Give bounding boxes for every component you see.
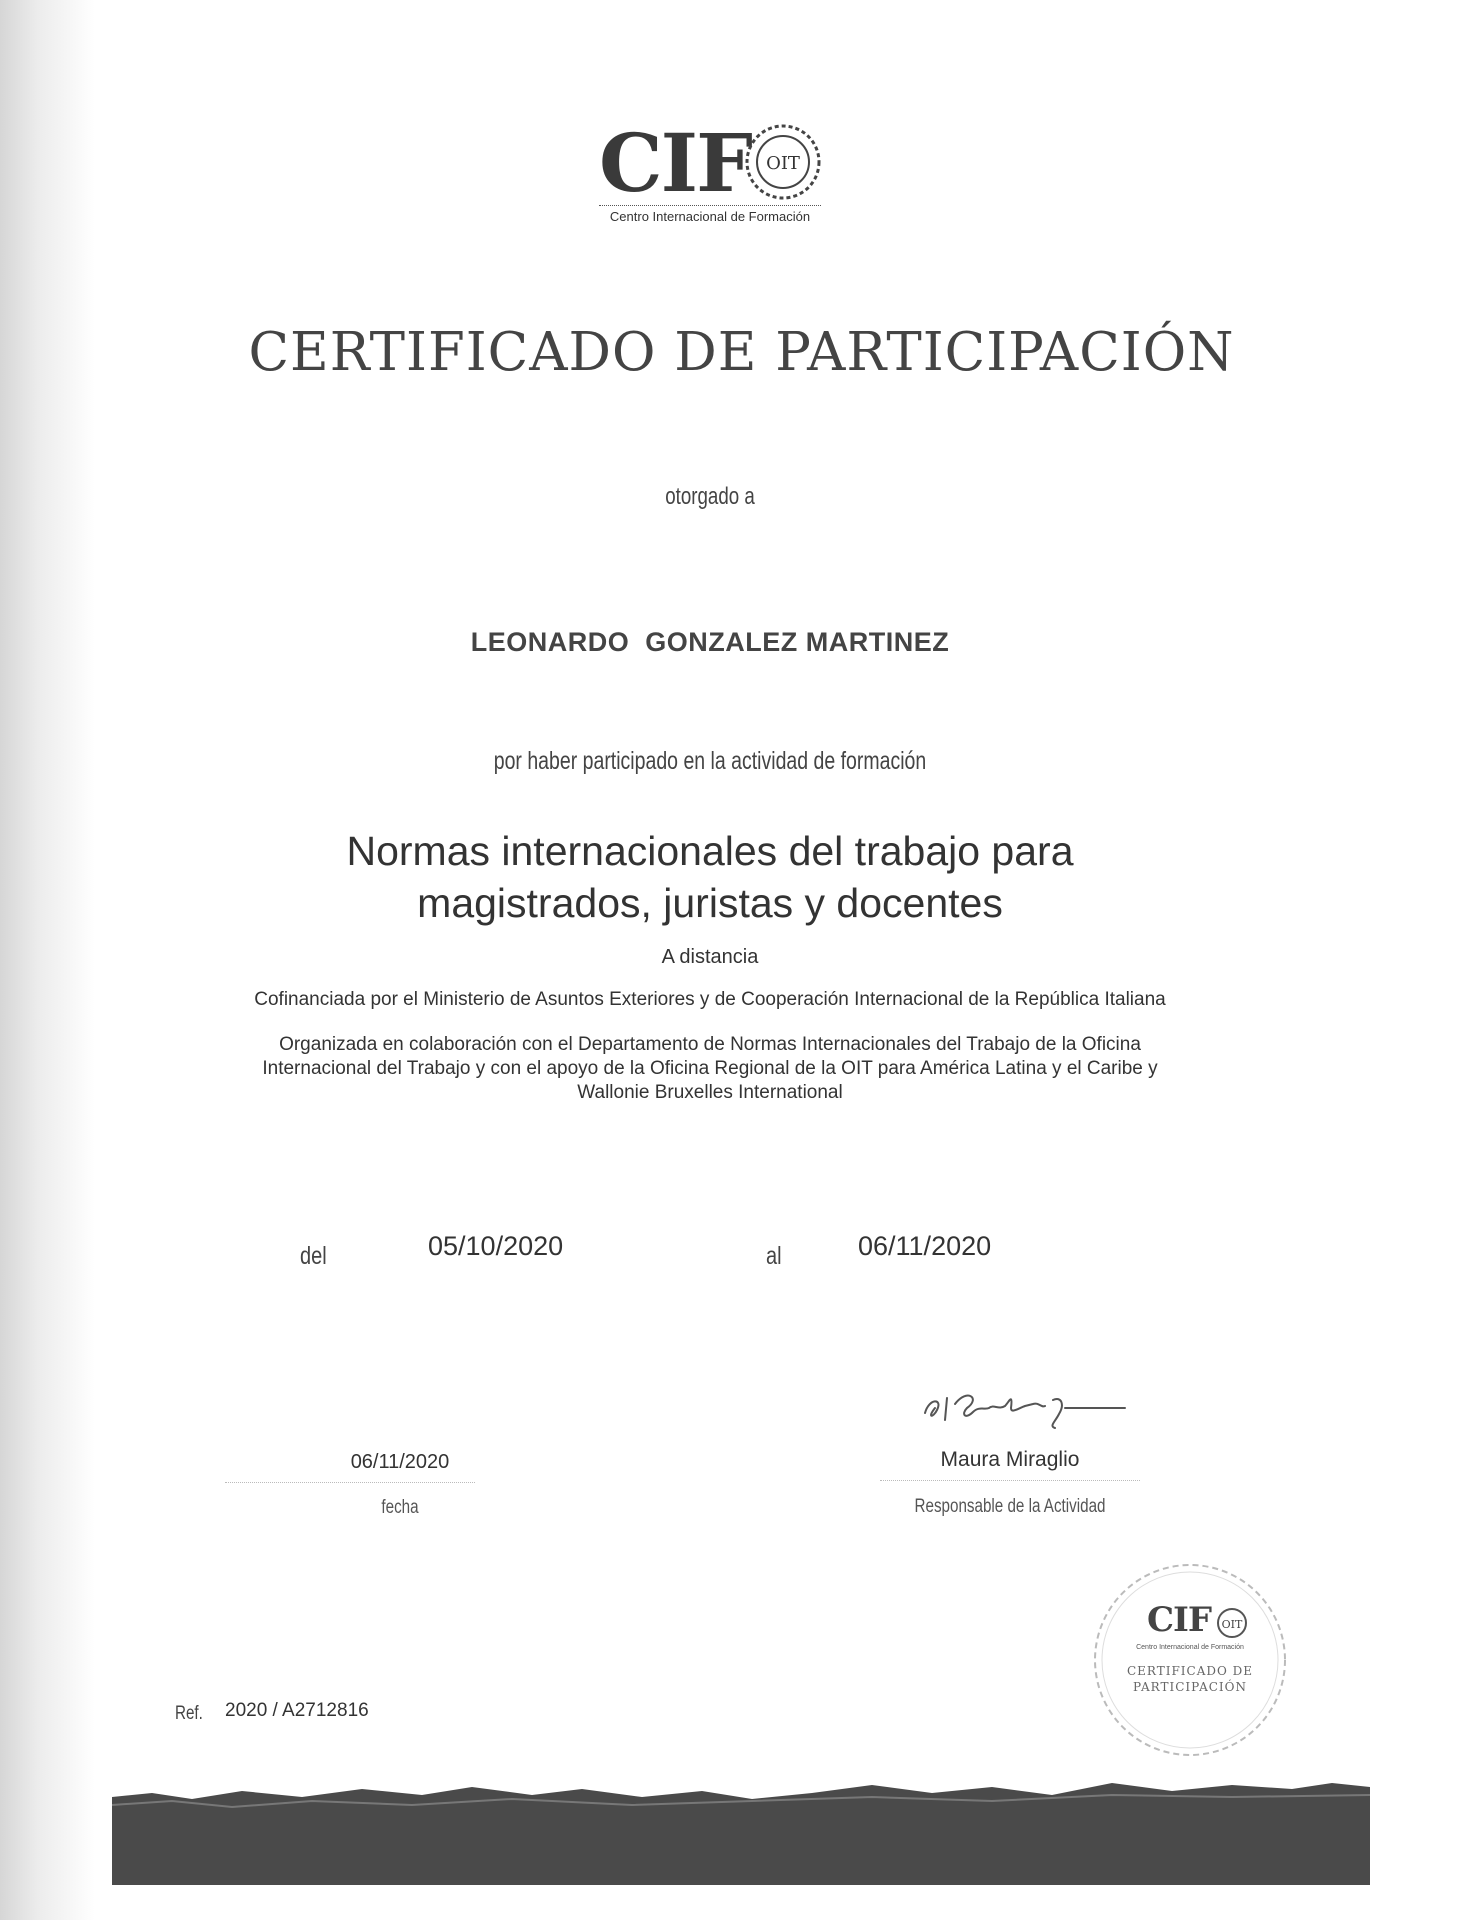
seal-ring-icon bbox=[1090, 1560, 1290, 1760]
course-title bbox=[0, 825, 1420, 929]
organization-line-3: Wallonie Bruxelles International bbox=[577, 1082, 843, 1103]
course-title-line-1: Normas internacionales del trabajo para bbox=[346, 828, 1074, 874]
cofinancing-text: Cofinanciada por el Ministerio de Asuntos Exteriores y de Cooperación Internacional de la República Italiana bbox=[254, 989, 1166, 1010]
certificate-title: CERTIFICADO DE PARTICIPACIÓN bbox=[248, 322, 1235, 383]
organization-line-1: Organizada en colaboración con el Departamento de Normas Internacionales del Trabajo de la Oficina bbox=[279, 1034, 1141, 1055]
reference-number: 2020 / A2712816 bbox=[225, 1700, 369, 1721]
seal-line-2: PARTICIPACIÓN bbox=[1132, 1680, 1248, 1694]
oit-emblem-icon bbox=[743, 122, 823, 202]
recipient-name: LEONARDO GONZALEZ MARTINEZ bbox=[470, 627, 950, 657]
course-modality: A distancia bbox=[661, 946, 759, 968]
to-date: 06/11/2020 bbox=[858, 1231, 992, 1261]
awarded-to-label: otorgado a bbox=[665, 483, 755, 510]
reference-label: Ref. bbox=[175, 1703, 203, 1724]
certificate-seal bbox=[1090, 1560, 1290, 1760]
issue-date: 06/11/2020 bbox=[350, 1451, 450, 1473]
signature-icon bbox=[915, 1368, 1145, 1438]
signer-rule bbox=[880, 1480, 1140, 1481]
to-label: al bbox=[766, 1242, 782, 1270]
issue-date-rule bbox=[225, 1482, 475, 1483]
organization-text bbox=[150, 1033, 1270, 1105]
cif-logo bbox=[595, 118, 830, 228]
seal-subtitle: Centro Internacional de Formación bbox=[1136, 1644, 1244, 1651]
seal-line-1: CERTIFICADO DE bbox=[1126, 1664, 1254, 1678]
svg-text:OIT: OIT bbox=[766, 153, 800, 174]
signer-name: Maura Miraglio bbox=[940, 1448, 1080, 1471]
logo-wordmark: CIF bbox=[599, 116, 751, 210]
organization-line-2: Internacional del Trabajo y con el apoyo de la Oficina Regional de la OIT para América Latina y el Caribe y bbox=[262, 1058, 1158, 1079]
issue-date-label: fecha bbox=[381, 1497, 419, 1518]
signer-role: Responsable de la Actividad bbox=[914, 1496, 1106, 1517]
logo-subtitle: Centro Internacional de Formación bbox=[599, 205, 821, 224]
course-title-line-2: magistrados, juristas y docentes bbox=[417, 880, 1003, 926]
from-date: 05/10/2020 bbox=[428, 1231, 564, 1261]
seal-wordmark: CIF bbox=[1146, 1600, 1212, 1640]
participation-label: por haber participado en la actividad de formación bbox=[493, 747, 927, 775]
svg-text:OIT: OIT bbox=[1221, 1618, 1243, 1631]
from-label: del bbox=[300, 1242, 327, 1270]
torn-edge-band bbox=[112, 1775, 1370, 1885]
